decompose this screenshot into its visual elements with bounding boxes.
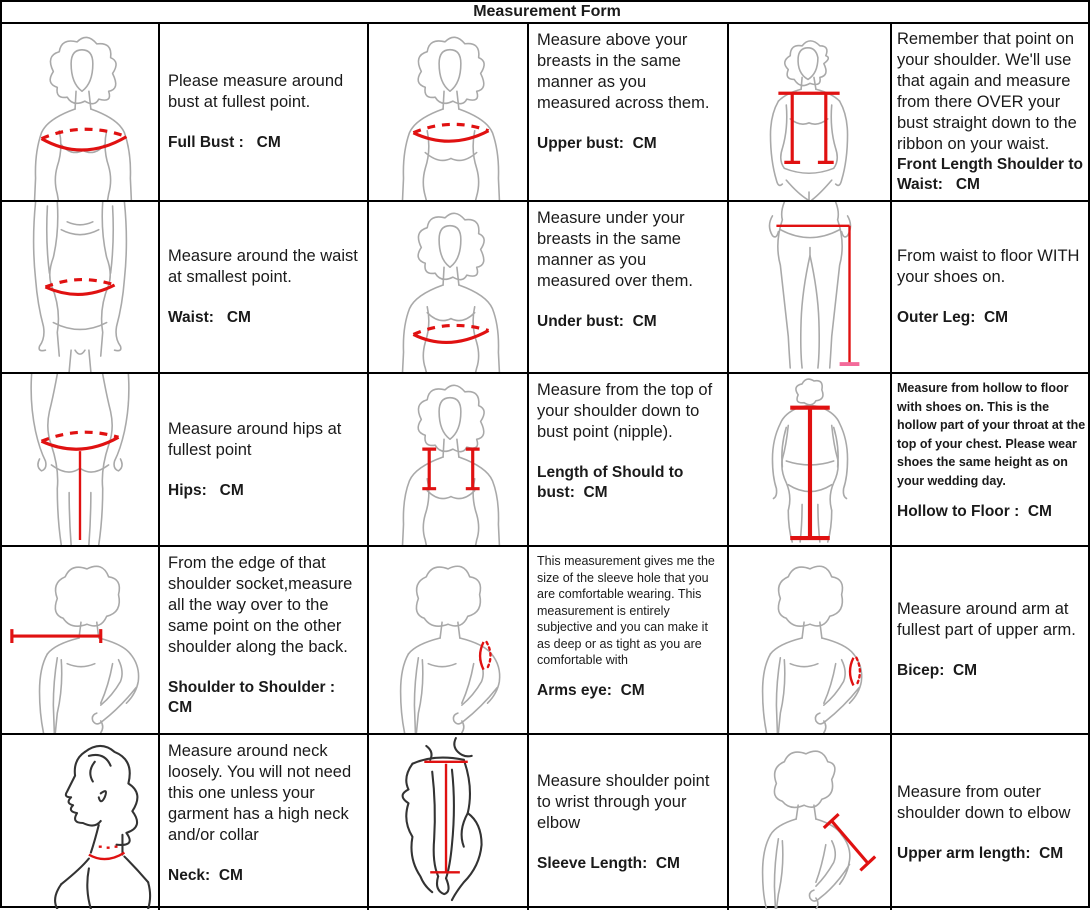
cell-hollow-to-floor-figure: [729, 374, 892, 547]
measurement-label: Front Length Shoulder to Waist: CM: [897, 156, 1088, 193]
measurement-description: From the edge of that shoulder socket,measure all the way over to the same point on the other shoulder along the back.: [168, 554, 357, 656]
measurement-label: Waist: CM: [168, 309, 251, 326]
cell-front-length-text: [892, 24, 1090, 202]
sleeve-length-figure: [369, 736, 527, 909]
bicep-figure: [729, 547, 890, 733]
cell-waist-figure: [2, 202, 160, 374]
measurement-label: Sleeve Length: CM: [537, 855, 680, 872]
measurement-description: Remember that point on your shoulder. We'll use that again and measure from there OVER your bust straight down to the ribbon on your waist.: [897, 30, 1082, 153]
cell-shoulder-to-shoulder-figure: [2, 547, 160, 735]
measurement-description: Measure shoulder point to wrist through your elbow: [537, 772, 715, 832]
cell-upper-bust-figure: [369, 24, 529, 202]
measurement-description: Please measure around bust at fullest point.: [168, 72, 348, 111]
cell-outer-leg-text: [892, 202, 1090, 374]
cell-sleeve-length-text: [529, 735, 729, 910]
measurement-label: Upper arm length: CM: [897, 844, 1064, 862]
measurement-description: Measure from hollow to floor with shoes on. This is the hollow part of your throat at the top of your chest. Please wear shoes the same height as on your wedding day.: [897, 381, 1089, 488]
upper-arm-length-figure: [729, 736, 890, 909]
measurement-description: From waist to floor WITH your shoes on.: [897, 247, 1085, 286]
cell-shoulder-to-shoulder-text: [160, 547, 369, 735]
page-title: Measurement Form: [2, 2, 1090, 24]
cell-waist-text: [160, 202, 369, 374]
measurement-description: Measure around arm at fullest part of upper arm.: [897, 600, 1076, 639]
cell-under-bust-text: [529, 202, 729, 374]
arms-eye-figure: [369, 547, 527, 733]
measurement-label: Full Bust : CM: [168, 134, 281, 151]
measurement-label: Length of Should to bust: CM: [537, 464, 688, 501]
shoulder-to-shoulder-figure: [2, 547, 158, 733]
cell-full-bust-figure: [2, 24, 160, 202]
cell-arms-eye-figure: [369, 547, 529, 735]
cell-sleeve-length-figure: [369, 735, 529, 910]
cell-front-length-figure: [729, 24, 892, 202]
cell-hips-figure: [2, 374, 160, 547]
hollow-to-floor-figure: [729, 374, 890, 545]
cell-bicep-figure: [729, 547, 892, 735]
cell-neck-text: [160, 735, 369, 910]
measurement-description: Measure from outer shoulder down to elbow: [897, 782, 1071, 822]
shoulder-to-bust-figure: [369, 374, 527, 545]
measurement-description: Measure above your breasts in the same manner as you measured across them.: [537, 31, 710, 112]
neck-figure: [2, 736, 158, 909]
measurement-description: Measure around neck loosely. You will not need this one unless your garment has a high neck and/or collar: [168, 742, 356, 844]
cell-hips-text: [160, 374, 369, 547]
outer-leg-figure: [729, 202, 890, 372]
cell-hollow-to-floor-text: [892, 374, 1090, 547]
cell-shoulder-to-bust-text: [529, 374, 729, 547]
waist-figure: [2, 202, 158, 372]
measurement-label: Hollow to Floor : CM: [897, 503, 1052, 520]
measurement-description: Measure under your breasts in the same manner as you measured over them.: [537, 209, 693, 290]
measurement-label: Shoulder to Shoulder : CM: [168, 679, 340, 716]
measurement-description: Measure around the waist at smallest point.: [168, 247, 363, 286]
measurement-label: Outer Leg: CM: [897, 309, 1009, 326]
cell-bicep-text: [892, 547, 1090, 735]
under-bust-figure: [369, 202, 527, 372]
cell-arms-eye-text: [529, 547, 729, 735]
cell-upper-bust-text: [529, 24, 729, 202]
measurement-label: Arms eye: CM: [537, 681, 645, 699]
cell-outer-leg-figure: [729, 202, 892, 374]
cell-full-bust-text: [160, 24, 369, 202]
cell-upper-arm-length-figure: [729, 735, 892, 910]
measurement-label: Hips: CM: [168, 481, 244, 499]
measurement-description: Measure from the top of your shoulder down to bust point (nipple).: [537, 381, 717, 441]
measurement-description: Measure around hips at fullest point: [168, 419, 346, 459]
cell-upper-arm-length-text: [892, 735, 1090, 910]
measurement-label: Neck: CM: [168, 867, 243, 884]
cell-neck-figure: [2, 735, 160, 910]
upper-bust-figure: [369, 24, 527, 200]
measurement-description: This measurement gives me the size of the sleeve hole that you are comfortable wearing. This measurement is entirely subjective and you can make it as deep or as tight as you are comfortable with: [537, 554, 719, 667]
measurement-label: Bicep: CM: [897, 662, 978, 679]
measurement-label: Upper bust: CM: [537, 135, 657, 152]
cell-under-bust-figure: [369, 202, 529, 374]
full-bust-figure: [2, 24, 158, 200]
cell-shoulder-to-bust-figure: [369, 374, 529, 547]
hips-figure: [2, 374, 158, 545]
measurement-label: Under bust: CM: [537, 313, 657, 330]
front-length-figure: [729, 24, 890, 200]
